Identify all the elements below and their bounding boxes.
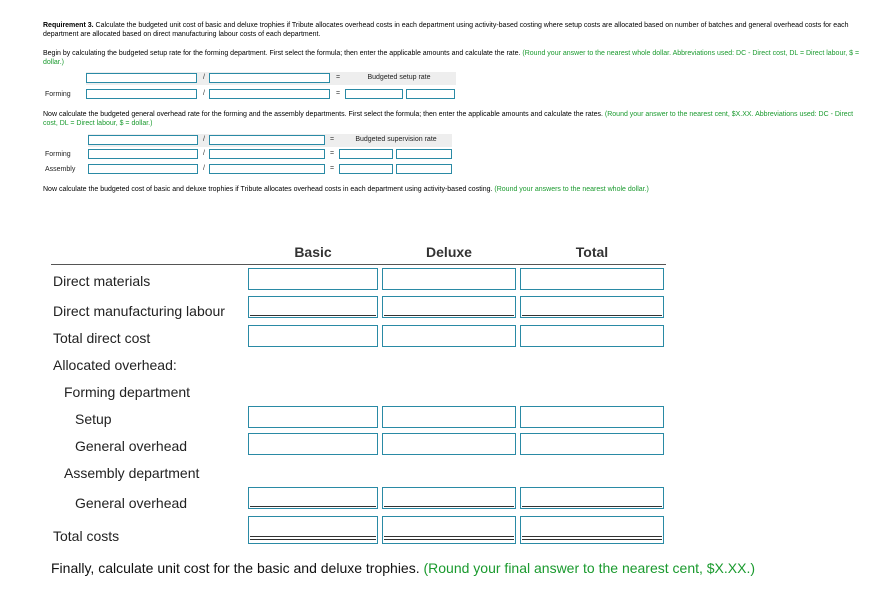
- direct-labour-basic-underline: [250, 315, 376, 316]
- overhead-assembly-unit-input[interactable]: [396, 164, 452, 174]
- cost-instruction-text: Now calculate the budgeted cost of basic and deluxe trophies if Tribute allocates overhead costs in each department using activity-based costing.: [43, 186, 493, 193]
- overhead-assembly-rate-input[interactable]: [339, 164, 393, 174]
- assembly-general-total-underline: [522, 506, 662, 507]
- requirement-text: [43, 21, 863, 39]
- overhead-row-label-forming: Forming: [45, 151, 71, 158]
- total-costs-deluxe-double-underline: [384, 536, 514, 540]
- direct-labour-deluxe-underline: [384, 315, 514, 316]
- row-label-total-costs: Total costs: [53, 528, 120, 544]
- setup-forming-denominator[interactable]: [209, 89, 330, 99]
- setup-formula-numerator[interactable]: [86, 73, 197, 83]
- row-label-direct-labour: Direct manufacturing labour: [53, 303, 225, 319]
- row-label-setup: Setup: [75, 411, 112, 427]
- setup-header-slash: /: [203, 74, 205, 81]
- row-label-total-direct: Total direct cost: [53, 330, 151, 346]
- setup-forming-rate-input[interactable]: [345, 89, 403, 99]
- row-label-direct-materials: Direct materials: [53, 273, 151, 289]
- setup-instruction-text: Begin by calculating the budgeted setup rate for the forming department. First select the formula; then enter the applicable amounts and calculate the rate.: [43, 50, 521, 57]
- overhead-assembly-slash: /: [203, 165, 205, 172]
- total-costs-total-double-underline: [522, 536, 662, 540]
- total-costs-basic-double-underline: [250, 536, 376, 540]
- final-instruction-text: Finally, calculate unit cost for the basic and deluxe trophies.: [51, 560, 420, 576]
- overhead-result-header: Budgeted supervision rate: [355, 136, 437, 143]
- overhead-forming-slash: /: [203, 150, 205, 157]
- overhead-forming-denominator[interactable]: [209, 149, 325, 159]
- forming-general-basic-input[interactable]: [248, 433, 378, 455]
- overhead-forming-numerator[interactable]: [88, 149, 198, 159]
- setup-row-equals: =: [336, 90, 341, 97]
- direct-materials-total-input[interactable]: [520, 268, 664, 290]
- overhead-assembly-equals: =: [330, 165, 335, 172]
- row-label-forming-general-overhead: General overhead: [75, 438, 188, 454]
- overhead-assembly-denominator[interactable]: [209, 164, 325, 174]
- requirement-label: Requirement 3.: [43, 22, 94, 29]
- direct-labour-total-underline: [522, 315, 662, 316]
- overhead-header-equals: =: [330, 136, 335, 143]
- forming-general-total-input[interactable]: [520, 433, 664, 455]
- setup-forming-numerator[interactable]: [86, 89, 197, 99]
- forming-general-deluxe-input[interactable]: [382, 433, 516, 455]
- setup-row-slash: /: [203, 90, 205, 97]
- overhead-formula-denominator[interactable]: [209, 135, 325, 145]
- row-label-forming-department: Forming department: [64, 384, 191, 400]
- setup-forming-unit-input[interactable]: [406, 89, 455, 99]
- row-label-allocated-overhead: Allocated overhead:: [53, 357, 177, 373]
- setup-instruction: [43, 49, 863, 67]
- requirement-body: Calculate the budgeted unit cost of basic and deluxe trophies if Tribute allocates overhead costs in each department using activity-based costing where setup costs are allocated based on number of batches and general overhead costs for each department are allocated based on direct manufacturing labour costs of each department.: [43, 22, 849, 38]
- overhead-formula-numerator[interactable]: [88, 135, 198, 145]
- overhead-forming-unit-input[interactable]: [396, 149, 452, 159]
- table-header-rule: [51, 264, 666, 265]
- setup-basic-input[interactable]: [248, 406, 378, 428]
- setup-header-equals: =: [336, 74, 341, 81]
- total-direct-deluxe-input[interactable]: [382, 325, 516, 347]
- overhead-forming-rate-input[interactable]: [339, 149, 393, 159]
- assembly-general-basic-underline: [250, 506, 376, 507]
- overhead-forming-equals: =: [330, 150, 335, 157]
- col-header-basic: Basic: [294, 244, 332, 260]
- total-direct-basic-input[interactable]: [248, 325, 378, 347]
- overhead-instruction: [43, 110, 863, 128]
- final-hint: (Round your final answer to the nearest cent, $X.XX.): [423, 560, 756, 576]
- final-instruction: [51, 560, 755, 576]
- overhead-hint: (Round your answer to the nearest cent, $X.XX. Abbreviations used: DC - Direct cost, DL = Direct labour, $ = dollar.): [43, 111, 854, 127]
- direct-materials-deluxe-input[interactable]: [382, 268, 516, 290]
- direct-materials-basic-input[interactable]: [248, 268, 378, 290]
- overhead-header-slash: /: [203, 136, 205, 143]
- col-header-deluxe: Deluxe: [426, 244, 472, 260]
- overhead-row-label-assembly: Assembly: [45, 166, 76, 173]
- cost-hint: (Round your answers to the nearest whole dollar.): [494, 186, 649, 193]
- setup-hint: (Round your answer to the nearest whole dollar. Abbreviations used: DC - Direct cost, DL = Direct labour, $ = dollar.): [43, 50, 860, 66]
- cost-instruction: [43, 185, 863, 194]
- setup-formula-denominator[interactable]: [209, 73, 330, 83]
- col-header-total: Total: [575, 244, 609, 260]
- overhead-instruction-text: Now calculate the budgeted general overhead rate for the forming and the assembly departments. First select the formula; then enter the applicable amounts and calculate the rates.: [43, 111, 603, 118]
- row-label-assembly-department: Assembly department: [64, 465, 200, 481]
- setup-deluxe-input[interactable]: [382, 406, 516, 428]
- row-label-assembly-general-overhead: General overhead: [75, 495, 188, 511]
- setup-total-input[interactable]: [520, 406, 664, 428]
- overhead-assembly-numerator[interactable]: [88, 164, 198, 174]
- setup-row-label-forming: Forming: [45, 91, 71, 98]
- assembly-general-deluxe-underline: [384, 506, 514, 507]
- total-direct-total-input[interactable]: [520, 325, 664, 347]
- setup-result-header: Budgeted setup rate: [367, 74, 431, 81]
